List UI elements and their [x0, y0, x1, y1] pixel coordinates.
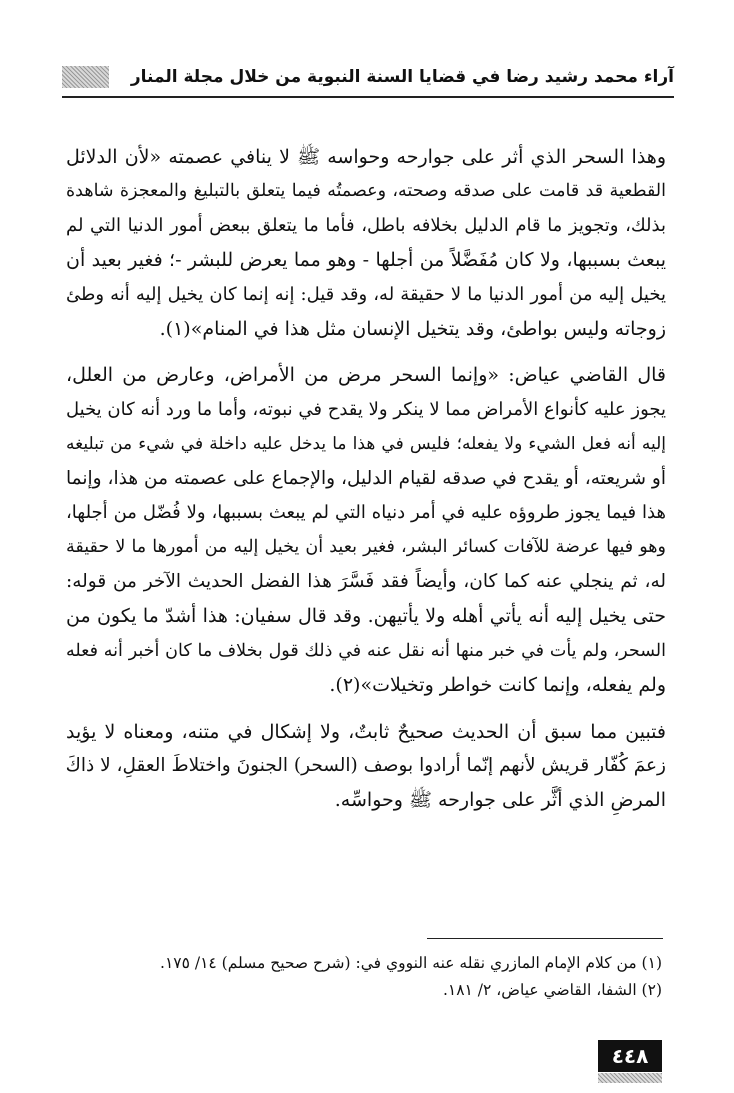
text-line: زعمَ كُفّار قريش لأنهم إنّما أرادوا بوصف (السحر) الجنونَ واختلاطَ العقلِ، لا ذاكَ [65, 754, 666, 776]
footnote-2: (٢) الشفا، القاضي عياض، ٢/ ١٨١. [442, 981, 662, 999]
text-line: زوجاته وليس بواطئ، وقد يتخيل الإنسان مثل هذا في المنام»(١). [159, 318, 666, 341]
paragraph-2 [66, 358, 666, 702]
page-number: ٤٤٨ [598, 1040, 662, 1072]
footnote-1: (١) من كلام الإمام المازري نقله عنه النووي في: (شرح صحيح مسلم) ١٤/ ١٧٥. [160, 954, 662, 972]
text-line: السحر، ولم يأت في خبر منها أنه نقل عنه في ذلك قول بخلاف ما كان أخبر أنه فعله [66, 640, 666, 661]
text-line: أو شريعته، أو يقدح في صدقه لقيام الدليل، والإجماع على عصمته من هذا، وإنما [66, 467, 666, 489]
text-line: بذلك، وتجويز ما قام الدليل بخلافه باطل، فأما ما يتعلق ببعض أمور الدنيا التي لم [66, 214, 666, 236]
text-line: له، ثم ينجلي عنه كما كان، وأيضاً فقد فَسَّرَ هذا الفضل الحديث الآخر من قوله: [66, 570, 666, 592]
text-line: فتبين مما سبق أن الحديث صحيحٌ ثابتٌ، ولا إشكال في متنه، ومعناه لا يؤيد [66, 720, 666, 743]
text-line: إليه أنه فعل الشيء ولا يفعله؛ فليس في هذا ما يدخل عليه داخلة في شيء من تبليغه [66, 434, 666, 455]
text-line: وهذا السحر الذي أثر على جوارحه وحواسه ﷺ لا ينافي عصمته «لأن الدلائل [66, 146, 666, 168]
text-line: حتى يخيل إليه أنه يأتي أهله ولا يأتيهن. وقد قال سفيان: هذا أشدّ ما يكون من [66, 605, 666, 628]
footnotes [150, 950, 662, 1004]
text-line: هذا فيما يجوز طروؤه عليه في أمر دنياه التي لم يبعث بسببها، ولا فُضّل من أجلها، [66, 502, 666, 524]
paragraph-1 [66, 140, 666, 346]
text-line: وهو فيها عرضة للآفات كسائر البشر، فغير بعيد أن يخيل إليه من أمورها ما لا حقيقة [66, 537, 666, 558]
main-text [66, 140, 666, 830]
running-header [62, 58, 674, 98]
header-decorative-band [62, 66, 109, 88]
text-line: يجوز عليه كأنواع الأمراض مما لا ينكر ولا يقدح في نبوته، وأما ما ورد أنه كان يخيل [66, 398, 666, 420]
page-number-decorative-band [598, 1073, 662, 1083]
text-line: القطعية قد قامت على صدقه وصحته، وعصمتُه فيما يتعلق بالتبليغ والمعجزة شاهدة [66, 181, 666, 202]
footnote-separator [427, 938, 663, 939]
text-line: يبعث بسببها، ولا كان مُفَضَّلاً من أجلها - وهو مما يعرض للبشر -؛ فغير بعيد أن [66, 249, 666, 272]
text-line: قال القاضي عياض: «وإنما السحر مرض من الأمراض، وعارض من العلل، [66, 364, 666, 387]
text-line: ولم يفعله، وإنما كانت خواطر وتخيلات»(٢). [329, 674, 666, 697]
text-line: يخيل إليه من أمور الدنيا ما لا حقيقة له، وقد قيل: إنه إنما كان يخيل إليه أنه وطئ [66, 283, 666, 305]
paragraph-3 [66, 715, 666, 818]
header-title: آراء محمد رشيد رضا في قضايا السنة النبوية من خلال مجلة المنار [130, 67, 674, 87]
text-line: المرضِ الذي أثَّر على جوارحه ﷺ وحواسِّه. [334, 789, 666, 812]
